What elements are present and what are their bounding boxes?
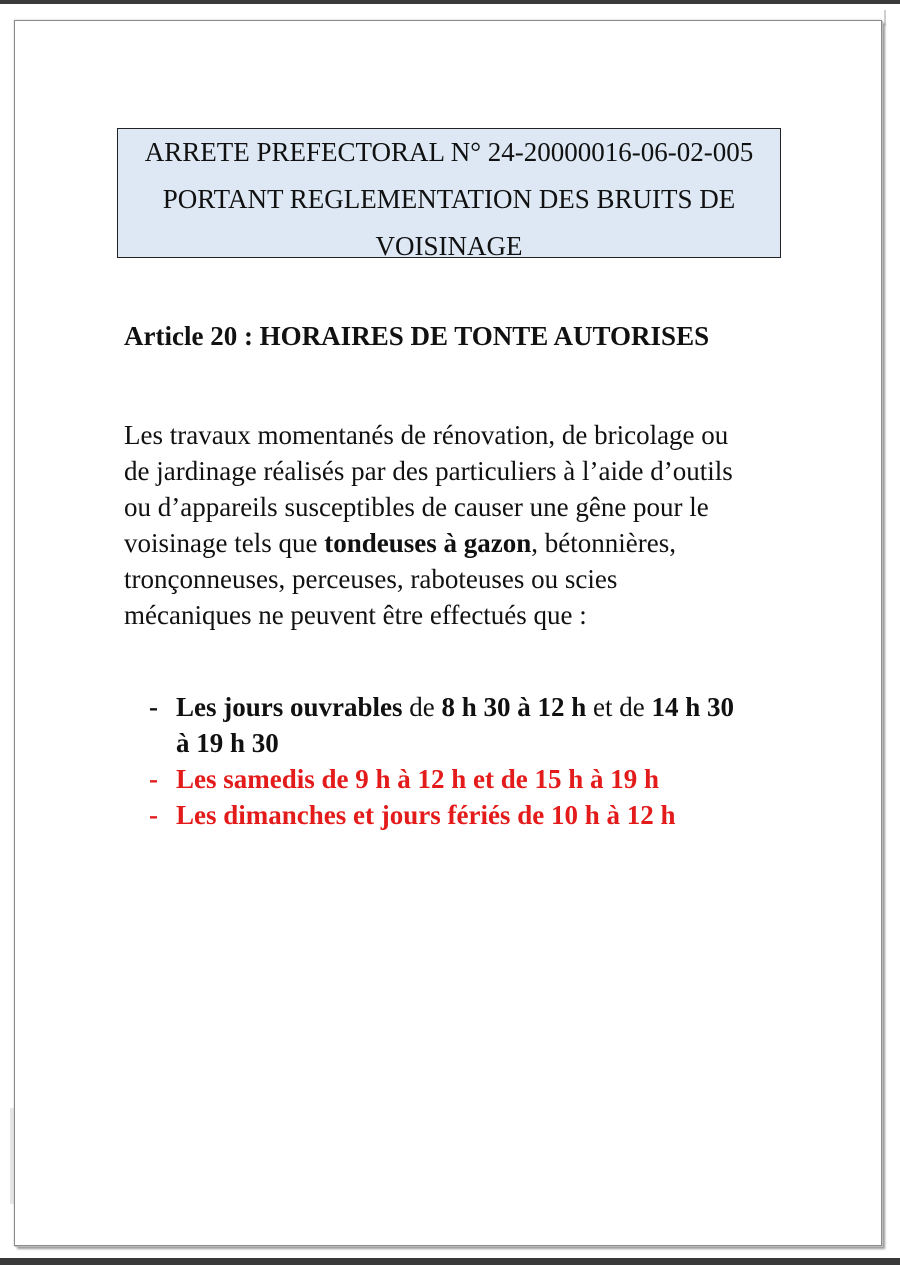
paragraph-emphasis: tondeuses à gazon: [324, 528, 532, 558]
viewer-bottom-border: [0, 1258, 900, 1265]
viewer-top-border: [0, 0, 900, 4]
decree-title-line-2: PORTANT REGLEMENTATION DES BRUITS DE: [162, 184, 736, 214]
list-item-sundays: [149, 797, 809, 833]
paragraph-text: voisinage tels que: [124, 528, 325, 558]
list-dash: -: [149, 800, 158, 830]
paragraph-line: tronçonneuses, perceuses, raboteuses ou scies: [124, 564, 618, 594]
sundays-hours: Les dimanches et jours fériés de 10 h à 12 h: [176, 800, 676, 830]
article-heading: Article 20 : HORAIRES DE TONTE AUTORISES: [124, 321, 710, 351]
decree-title-box: [117, 128, 781, 261]
weekdays-afternoon-end: à 19 h 30: [176, 728, 279, 758]
list-dash: -: [149, 764, 158, 794]
paragraph-text: , bétonnières,: [531, 528, 676, 558]
page-corner-mark: [884, 10, 886, 26]
weekdays-connector: de: [402, 692, 442, 722]
authorized-hours-list: [149, 689, 809, 833]
list-item-weekdays: [149, 689, 809, 761]
paragraph-line: Les travaux momentanés de rénovation, de bricolage ou: [124, 420, 729, 450]
paragraph-line: [124, 525, 784, 561]
weekdays-label: Les jours ouvrables: [176, 692, 403, 722]
decree-title-line-3: VOISINAGE: [375, 231, 523, 261]
weekdays-line-1: [176, 689, 809, 725]
saturdays-hours: Les samedis de 9 h à 12 h et de 15 h à 19 h: [176, 764, 660, 794]
weekdays-morning-hours: 8 h 30 à 12 h: [441, 692, 587, 722]
paragraph-line: de jardinage réalisés par des particuliers à l’aide d’outils: [124, 456, 733, 486]
document-page: [14, 20, 882, 1246]
article-paragraph: [124, 417, 784, 633]
list-item-saturdays: [149, 761, 809, 797]
weekdays-afternoon-start: 14 h 30: [651, 692, 735, 722]
paragraph-line: ou d’appareils susceptibles de causer une gêne pour le: [124, 492, 709, 522]
paragraph-line: mécaniques ne peuvent être effectués que :: [124, 600, 587, 630]
list-dash: -: [149, 692, 158, 722]
decree-title-line-1: ARRETE PREFECTORAL N° 24-20000016-06-02-005: [144, 137, 754, 167]
weekdays-connector: et de: [586, 692, 652, 722]
